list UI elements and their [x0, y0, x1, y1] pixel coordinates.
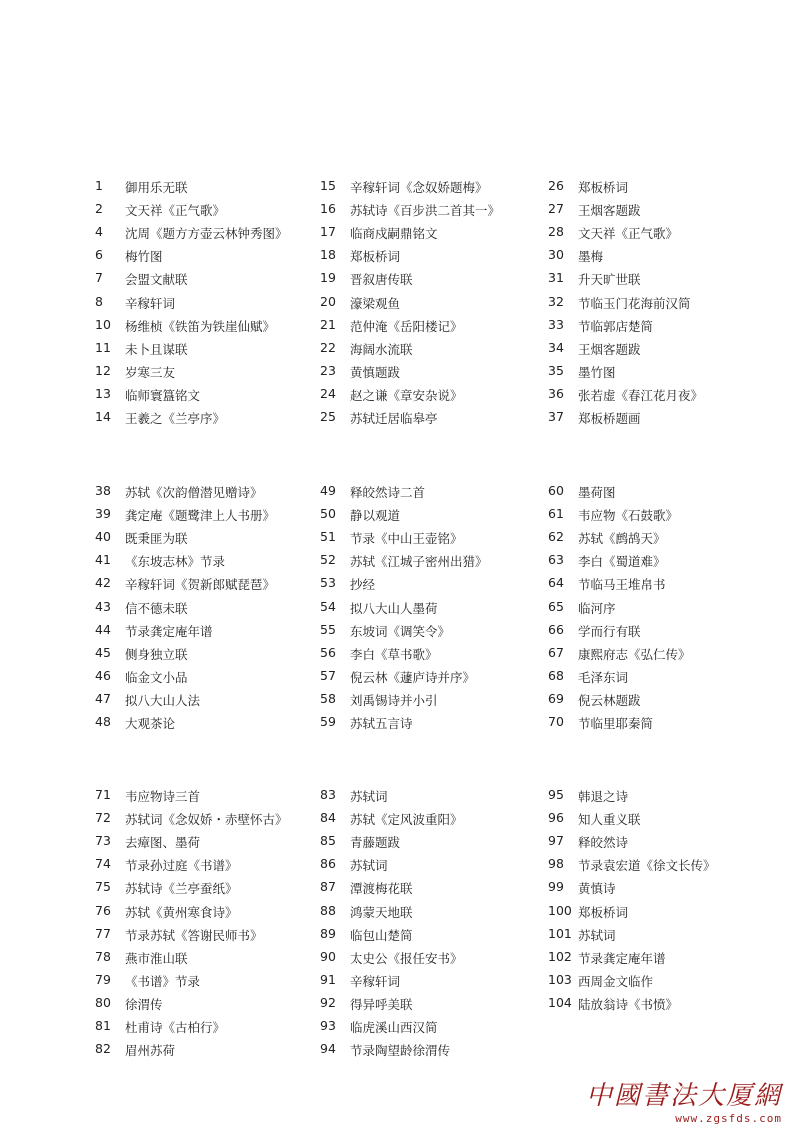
entry-number: 97: [548, 833, 564, 849]
entry-title: 岁寒三友: [125, 364, 176, 380]
entry-number: 15: [320, 178, 336, 193]
entry-title: 郑板桥词: [578, 180, 629, 195]
entry-number: 23: [320, 362, 336, 378]
entry-title: 韦应物诗三首: [125, 789, 201, 804]
entry-number: 12: [95, 362, 111, 378]
entry-number: 89: [320, 925, 336, 941]
entry-number: 1: [95, 178, 103, 193]
entry-title: 辛稼轩词: [125, 295, 176, 311]
entry-number: 42: [95, 575, 111, 591]
entry-title: 燕市淮山联: [125, 950, 188, 966]
entry-number: 75: [95, 879, 111, 895]
entry-title: 临包山楚简: [350, 927, 413, 943]
entry-title: 节录《中山王壶铭》: [350, 531, 463, 547]
entry-number: 104: [548, 994, 572, 1010]
entry-title: 苏轼五言诗: [350, 716, 413, 731]
entry-number: 21: [320, 316, 336, 332]
entry-number: 81: [95, 1018, 111, 1033]
entry-number: 72: [95, 810, 111, 826]
entry-number: 58: [320, 690, 336, 706]
entry-title: 文天祥《正气歌》: [578, 226, 679, 242]
entry-number: 18: [320, 247, 336, 263]
entry-title: 刘禹锡诗并小引: [350, 692, 438, 708]
entry-number: 84: [320, 810, 336, 826]
entry-title: 临虎溪山西汉简: [350, 1020, 438, 1035]
entry-number: 55: [320, 621, 336, 637]
entry-title: 释皎然诗: [578, 835, 629, 851]
entry-title: 苏轼词: [350, 858, 388, 874]
entry-title: 毛泽东词: [578, 669, 629, 685]
entry-title: 鸿蒙天地联: [350, 904, 413, 920]
entry-title: 去瘴图、墨荷: [125, 835, 201, 851]
entry-number: 37: [548, 409, 564, 424]
site-watermark: [586, 1075, 782, 1125]
entry-number: 102: [548, 948, 572, 964]
entry-title: 辛稼轩词《念奴娇题梅》: [350, 180, 488, 195]
entry-number: 4: [95, 224, 103, 240]
entry-number: 44: [95, 621, 111, 637]
entry-title: 王羲之《兰亭序》: [125, 411, 226, 426]
entry-title: 海阔水流联: [350, 341, 413, 357]
entry-number: 83: [320, 787, 336, 802]
entry-number: 39: [95, 506, 111, 522]
entry-number: 10: [95, 316, 111, 332]
entry-title: 杨维桢《铁笛为铁崖仙赋》: [125, 318, 276, 334]
entry-number: 79: [95, 971, 111, 987]
entry-number: 76: [95, 902, 111, 918]
entry-title: 墨竹图: [578, 364, 616, 380]
entry-title: 升天旷世联: [578, 272, 641, 288]
entry-number: 78: [95, 948, 111, 964]
entry-number: 19: [320, 270, 336, 286]
entry-number: 35: [548, 362, 564, 378]
entry-title: 苏轼词《念奴娇・赤壁怀古》: [125, 812, 288, 828]
entry-title: 节临里耶秦简: [578, 716, 654, 731]
entry-title: 王烟客题跋: [578, 203, 641, 219]
entry-number: 13: [95, 385, 111, 401]
entry-title: 李白《草书歌》: [350, 646, 438, 662]
entry-title: 黄慎诗: [578, 881, 616, 897]
entry-number: 98: [548, 856, 564, 872]
entry-number: 69: [548, 690, 564, 706]
entry-title: 王烟客题跋: [578, 341, 641, 357]
entry-number: 86: [320, 856, 336, 872]
entry-number: 7: [95, 270, 103, 286]
entry-title: 苏轼词: [350, 789, 388, 804]
entry-title: 苏轼《江城子密州出猎》: [350, 554, 488, 570]
entry-title: 节录苏轼《答谢民师书》: [125, 927, 263, 943]
entry-title: 李白《蜀道难》: [578, 554, 666, 570]
entry-number: 16: [320, 201, 336, 217]
entry-title: 眉州苏荷: [125, 1043, 176, 1059]
entry-title: 沈周《题方方壶云林钟秀图》: [125, 226, 288, 242]
entry-number: 53: [320, 575, 336, 591]
entry-title: 大观茶论: [125, 716, 176, 731]
watermark-title: 中國書法大厦網: [585, 1081, 782, 1111]
entry-number: 50: [320, 506, 336, 522]
entry-number: 27: [548, 201, 564, 217]
watermark-url: www.zgsfds.com: [675, 1112, 782, 1125]
entry-number: 88: [320, 902, 336, 918]
entry-number: 87: [320, 879, 336, 895]
entry-number: 30: [548, 247, 564, 263]
entry-number: 8: [95, 293, 103, 309]
entry-number: 38: [95, 483, 111, 498]
entry-number: 101: [548, 925, 572, 941]
entry-title: 苏轼诗《兰亭蚕纸》: [125, 881, 238, 897]
entry-number: 11: [95, 339, 111, 355]
entry-title: 节录袁宏道《徐文长传》: [578, 858, 716, 874]
entry-number: 80: [95, 994, 111, 1010]
entry-title: 青藤题跋: [350, 835, 401, 851]
entry-title: 侧身独立联: [125, 646, 188, 662]
entry-number: 20: [320, 293, 336, 309]
entry-number: 25: [320, 409, 336, 424]
entry-title: 节录孙过庭《书谱》: [125, 858, 238, 874]
entry-number: 71: [95, 787, 111, 802]
entry-number: 24: [320, 385, 336, 401]
entry-number: 41: [95, 552, 111, 568]
entry-number: 47: [95, 690, 111, 706]
entry-number: 70: [548, 714, 564, 729]
entry-title: 龚定庵《题鹭津上人书册》: [125, 508, 276, 524]
entry-title: 《东坡志林》节录: [125, 554, 226, 570]
entry-title: 黄慎题跋: [350, 364, 401, 380]
entry-number: 26: [548, 178, 564, 193]
entry-title: 未卜且谋联: [125, 341, 188, 357]
entry-title: 节临郭店楚简: [578, 318, 654, 334]
entry-number: 28: [548, 224, 564, 240]
entry-title: 节录龚定庵年谱: [578, 950, 666, 966]
entry-title: 倪云林题跋: [578, 692, 641, 708]
entry-number: 52: [320, 552, 336, 568]
entry-number: 33: [548, 316, 564, 332]
entry-title: 西周金文临作: [578, 973, 654, 989]
entry-number: 61: [548, 506, 564, 522]
entry-number: 66: [548, 621, 564, 637]
entry-number: 48: [95, 714, 111, 729]
entry-title: 倪云林《蘧庐诗并序》: [350, 669, 476, 685]
entry-number: 49: [320, 483, 336, 498]
entry-title: 辛稼轩词: [350, 973, 401, 989]
entry-number: 92: [320, 994, 336, 1010]
entry-number: 14: [95, 409, 111, 424]
entry-title: 徐渭传: [125, 996, 163, 1012]
entry-number: 73: [95, 833, 111, 849]
entry-number: 57: [320, 667, 336, 683]
entry-number: 40: [95, 529, 111, 545]
entry-title: 杜甫诗《古柏行》: [125, 1020, 226, 1035]
entry-title: 信不德未联: [125, 600, 188, 616]
entry-number: 93: [320, 1018, 336, 1033]
entry-number: 43: [95, 598, 111, 614]
entry-title: 太史公《报任安书》: [350, 950, 463, 966]
entry-title: 节临马王堆帛书: [578, 577, 666, 593]
entry-number: 62: [548, 529, 564, 545]
entry-number: 45: [95, 644, 111, 660]
entry-title: 郑板桥词: [578, 904, 629, 920]
entry-number: 22: [320, 339, 336, 355]
entry-number: 96: [548, 810, 564, 826]
entry-number: 90: [320, 948, 336, 964]
entry-number: 68: [548, 667, 564, 683]
entry-title: 墨梅: [578, 249, 604, 265]
entry-title: 辛稼轩词《贺新郎赋琵琶》: [125, 577, 276, 593]
entry-number: 6: [95, 247, 103, 263]
entry-number: 74: [95, 856, 111, 872]
entry-title: 韦应物《石鼓歌》: [578, 508, 679, 524]
entry-title: 节录龚定庵年谱: [125, 623, 213, 639]
entry-title: 晋叙唐传联: [350, 272, 413, 288]
entry-title: 既秉匪为联: [125, 531, 188, 547]
entry-title: 苏轼《黄州寒食诗》: [125, 904, 238, 920]
entry-title: 韩退之诗: [578, 789, 629, 804]
entry-title: 张若虚《春江花月夜》: [578, 387, 704, 403]
entry-number: 103: [548, 971, 572, 987]
entry-title: 释皎然诗二首: [350, 485, 426, 500]
entry-title: 临商戍嗣鼎铭文: [350, 226, 438, 242]
entry-title: 临金文小品: [125, 669, 188, 685]
entry-title: 东坡词《调笑令》: [350, 623, 451, 639]
entry-number: 91: [320, 971, 336, 987]
entry-title: 康熙府志《弘仁传》: [578, 646, 691, 662]
entry-title: 苏轼词: [578, 927, 616, 943]
entry-number: 67: [548, 644, 564, 660]
entry-title: 郑板桥词: [350, 249, 401, 265]
entry-number: 99: [548, 879, 564, 895]
entry-number: 32: [548, 293, 564, 309]
entry-number: 64: [548, 575, 564, 591]
entry-title: 静以观道: [350, 508, 401, 524]
entry-number: 95: [548, 787, 564, 802]
entry-title: 会盟文献联: [125, 272, 188, 288]
entry-title: 御用乐无联: [125, 180, 188, 195]
entry-number: 51: [320, 529, 336, 545]
entry-title: 苏轼诗《百步洪二首其一》: [350, 203, 501, 219]
entry-number: 59: [320, 714, 336, 729]
entry-number: 46: [95, 667, 111, 683]
entry-title: 学而行有联: [578, 623, 641, 639]
entry-title: 范仲淹《岳阳楼记》: [350, 318, 463, 334]
entry-title: 临师寰簋铭文: [125, 387, 201, 403]
entry-title: 郑板桥题画: [578, 411, 641, 426]
entry-title: 《书谱》节录: [125, 973, 201, 989]
entry-title: 知人重义联: [578, 812, 641, 828]
entry-number: 85: [320, 833, 336, 849]
entry-number: 100: [548, 902, 572, 918]
entry-number: 17: [320, 224, 336, 240]
entry-title: 拟八大山人墨荷: [350, 600, 438, 616]
entry-number: 36: [548, 385, 564, 401]
entry-number: 56: [320, 644, 336, 660]
entry-title: 节录陶望龄徐渭传: [350, 1043, 451, 1059]
entry-title: 苏轼《次韵僧潜见赠诗》: [125, 485, 263, 500]
entry-number: 54: [320, 598, 336, 614]
entry-title: 临河序: [578, 600, 616, 616]
entry-title: 苏轼《定风波重阳》: [350, 812, 463, 828]
entry-number: 63: [548, 552, 564, 568]
entry-title: 文天祥《正气歌》: [125, 203, 226, 219]
entry-number: 34: [548, 339, 564, 355]
entry-number: 60: [548, 483, 564, 498]
entry-number: 2: [95, 201, 103, 217]
entry-title: 梅竹图: [125, 249, 163, 265]
entry-number: 77: [95, 925, 111, 941]
entry-title: 拟八大山人法: [125, 692, 201, 708]
entry-title: 得异呼美联: [350, 996, 413, 1012]
entry-title: 潭渡梅花联: [350, 881, 413, 897]
entry-title: 节临玉门花海前汉简: [578, 295, 691, 311]
entry-title: 苏轼《鹧鸪天》: [578, 531, 666, 547]
entry-title: 苏轼迁居临皋亭: [350, 411, 438, 426]
entry-title: 濠梁观鱼: [350, 295, 401, 311]
entry-title: 抄经: [350, 577, 376, 593]
entry-number: 65: [548, 598, 564, 614]
entry-number: 82: [95, 1041, 111, 1057]
entry-title: 陆放翁诗《书愤》: [578, 996, 679, 1012]
entry-title: 赵之谦《章安杂说》: [350, 387, 463, 403]
entry-number: 31: [548, 270, 564, 286]
entry-title: 墨荷图: [578, 485, 616, 500]
entry-number: 94: [320, 1041, 336, 1057]
